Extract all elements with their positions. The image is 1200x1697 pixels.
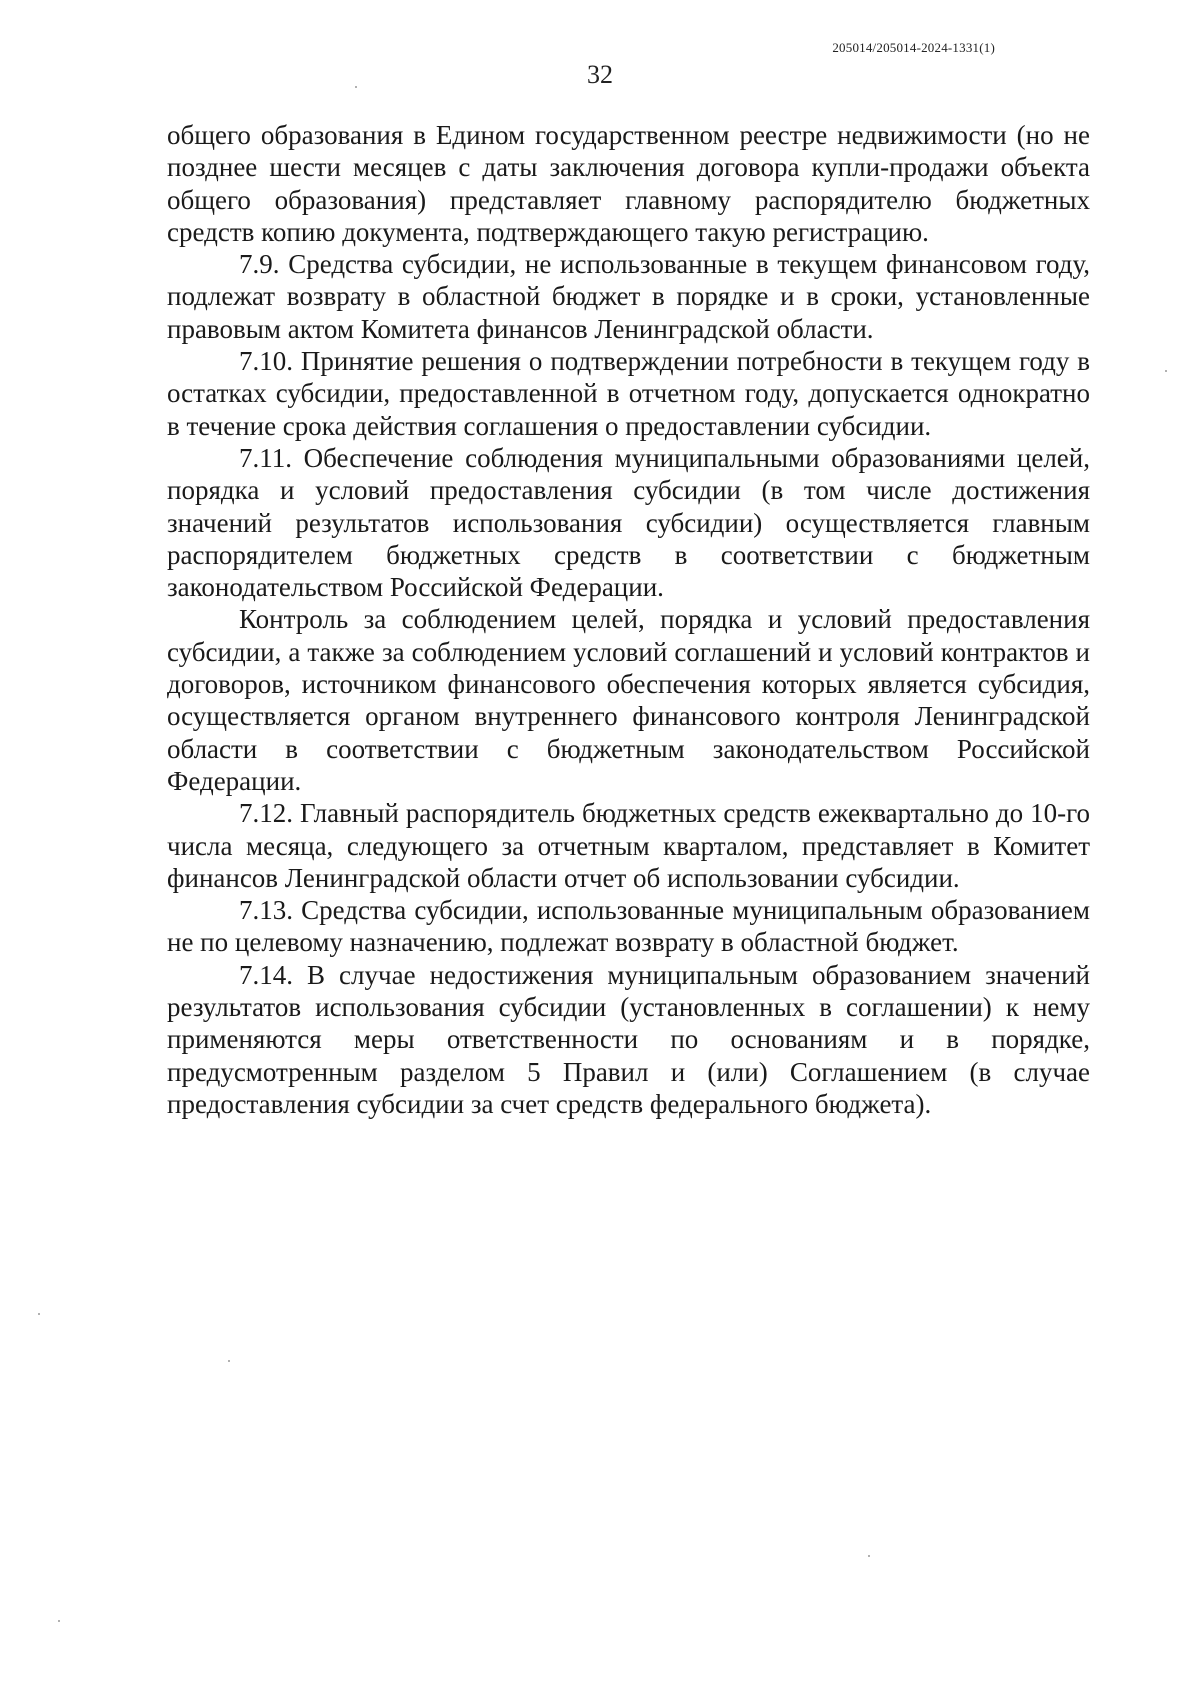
page-number: 32 <box>587 60 613 89</box>
scan-speck <box>355 86 357 88</box>
paragraph-control: Контроль за соблюдением целей, порядка и условий предоставления субсидии, а также за соблюдением условий соглашений и условий контрактов и договоров, источником финансового обеспечения которых является субсидия, осуществляется органом внутреннего финансового контроля Ленинградской области в соответствии с бюджетным законодательством Российской Федерации. <box>167 604 1090 796</box>
paragraph-7-13: 7.13. Средства субсидии, использованные муниципальным образованием не по целевому назначению, подлежат возврату в областной бюджет. <box>167 895 1090 958</box>
document-body <box>167 119 1090 1120</box>
paragraph-7-10: 7.10. Принятие решения о подтверждении потребности в текущем году в остатках субсидии, предоставленной в отчетном году, допускается однократно в течение срока действия соглашения о предоставлении субсидии. <box>167 346 1090 441</box>
paragraph-7-12: 7.12. Главный распорядитель бюджетных средств ежеквартально до 10-го числа месяца, следующего за отчетным кварталом, представляет в Комитет финансов Ленинградской области отчет об использовании субсидии. <box>167 798 1090 893</box>
paragraph-7-11: 7.11. Обеспечение соблюдения муниципальными образованиями целей, порядка и условий предоставления субсидии (в том числе достижения значений результатов использования субсидии) осуществляется главным распорядителем бюджетных средств в соответствии с бюджетным законодательством Российской Федерации. <box>167 442 1090 603</box>
scan-speck <box>1165 370 1167 372</box>
scan-speck <box>868 1555 870 1557</box>
paragraph-7-9: 7.9. Средства субсидии, не использованные в текущем финансовом году, подлежат возврату в областной бюджет в порядке и в сроки, установленные правовым актом Комитета финансов Ленинградской области. <box>167 249 1090 344</box>
paragraph-7-14: 7.14. В случае недостижения муниципальным образованием значений результатов использования субсидии (установленных в соглашении) к нему применяются меры ответственности по основаниям и в порядке, предусмотренным разделом 5 Правил и (или) Соглашением (в случае предоставления субсидии за счет средств федерального бюджета). <box>167 959 1090 1119</box>
scan-speck <box>38 1313 40 1315</box>
scan-speck <box>228 1360 230 1362</box>
scan-speck <box>58 1620 60 1622</box>
paragraph-continuation: общего образования в Едином государственном реестре недвижимости (но не позднее шести месяцев с даты заключения договора купли-продажи объекта общего образования) представляет главному распорядителю бюджетных средств копию документа, подтверждающего такую регистрацию. <box>167 120 1090 247</box>
document-id: 205014/205014-2024-1331(1) <box>832 40 995 55</box>
